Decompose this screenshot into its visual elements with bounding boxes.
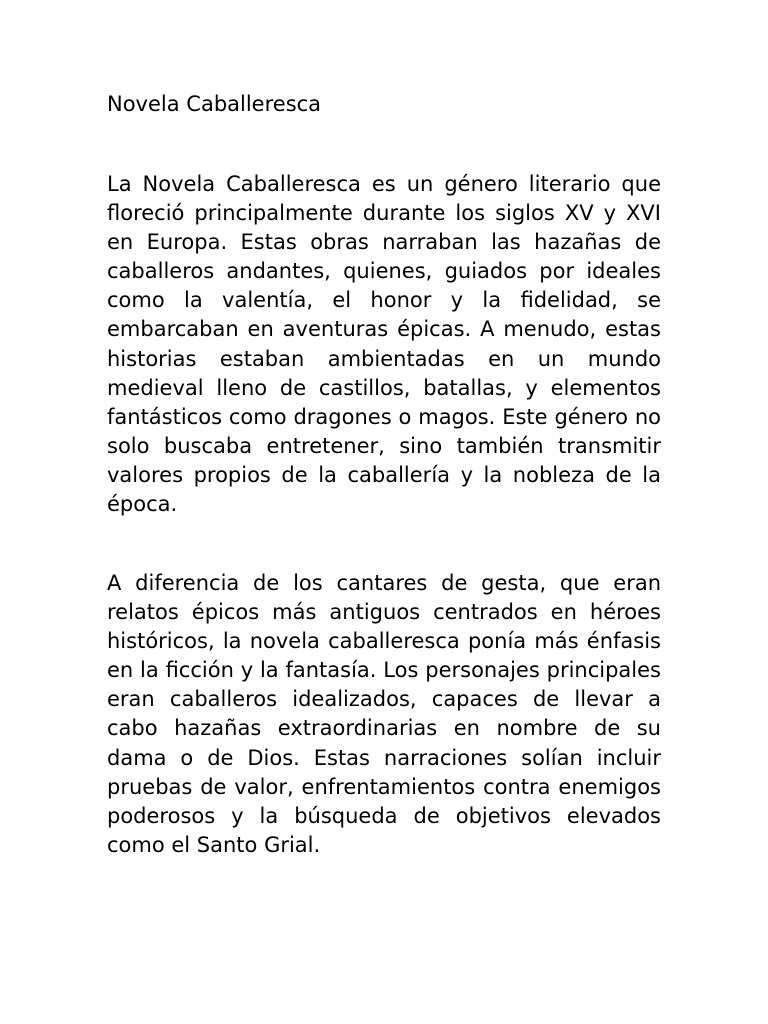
paragraph-intro: La Novela Caballeresca es un género literario que floreció principalmente durante los siglos XV y XVI en Europa. Estas obras narraban las hazañas de caballeros andantes, quienes, guiados por ideales como la valentía, el honor y la fidelidad, se embarcaban en aventuras épicas. A menudo, estas historias estaban ambientadas en un mundo medieval lleno de castillos, batallas, y elementos fantásticos como dragones o magos. Este género no solo buscaba entretener, sino también transmitir valores propios de la caballería y la nobleza de la época. — [107, 172, 661, 517]
paragraph-comparison: A diferencia de los cantares de gesta, que eran relatos épicos más antiguos centrados en héroes históricos, la novela caballeresca ponía más énfasis en la ficción y la fantasía. Los personajes principales eran caballeros idealizados, capaces de llevar a cabo hazañas extraordinarias en nombre de su dama o de Dios. Estas narraciones solían incluir pruebas de valor, enfrentamientos contra enemigos poderosos y la búsqueda de objetivos elevados como el Santo Grial. — [107, 571, 661, 857]
document-title: Novela Caballeresca — [107, 92, 322, 116]
